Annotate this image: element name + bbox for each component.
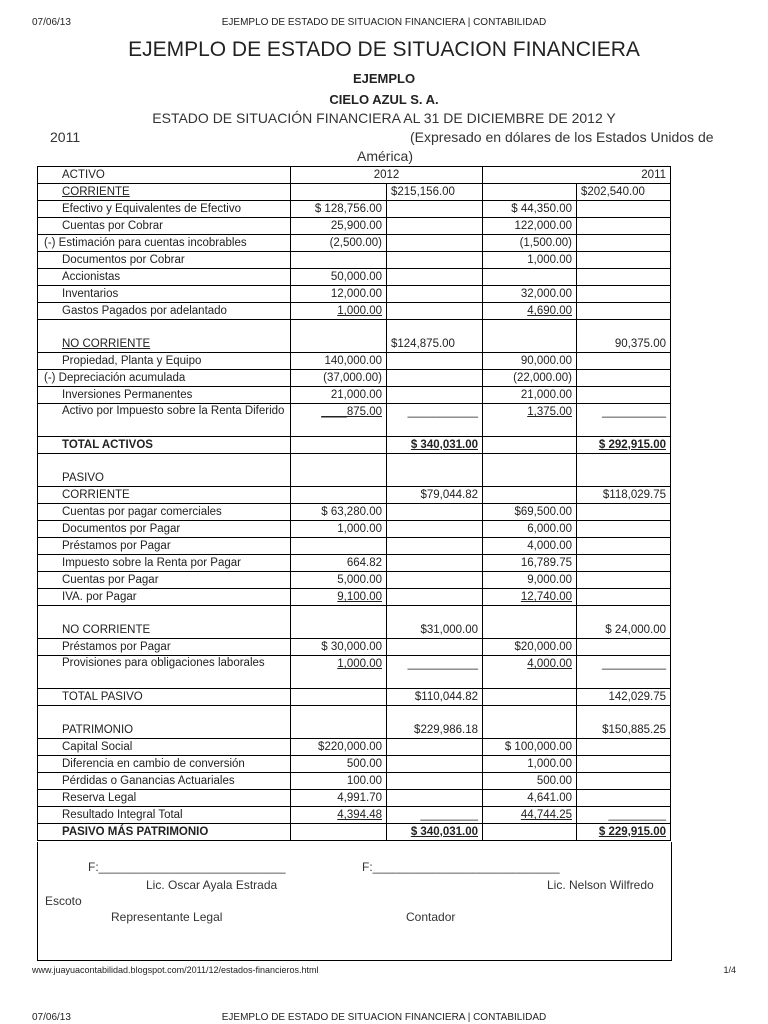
cell [387, 538, 483, 555]
cell [577, 201, 671, 218]
cell: 4,641.00 [483, 790, 577, 807]
cell [483, 320, 577, 353]
cell: 44,744.25 [483, 807, 577, 824]
cell: 12,000.00 [291, 286, 387, 303]
cell [387, 454, 483, 487]
cell [387, 269, 483, 286]
print-header-title: EJEMPLO DE ESTADO DE SITUACION FINANCIERA | CONTABILIDAD [221, 17, 547, 28]
cell [387, 387, 483, 404]
row-label: Cuentas por pagar comerciales [38, 504, 291, 521]
cell: $118,029.75 [577, 487, 671, 504]
page-title: EJEMPLO DE ESTADO DE SITUACION FINANCIERA [128, 38, 640, 61]
cell [483, 824, 577, 841]
currency-note-cont: América) [357, 148, 414, 164]
cell [387, 756, 483, 773]
cell: 9,100.00 [291, 589, 387, 606]
row-label: CORRIENTE [38, 487, 291, 504]
cell: 4,394.48 [291, 807, 387, 824]
cell [387, 218, 483, 235]
row-label: PASIVO MÁS PATRIMONIO [38, 824, 291, 841]
cell [291, 320, 387, 353]
cell: 1,000.00 [291, 303, 387, 320]
cell: 500.00 [291, 756, 387, 773]
cell: 664.82 [291, 555, 387, 572]
cell [577, 286, 671, 303]
footer-page-number: 1/4 [723, 965, 736, 975]
cell [387, 521, 483, 538]
cell [291, 252, 387, 269]
table-row [38, 353, 671, 370]
table-row [38, 572, 671, 589]
cell: __________ [577, 656, 671, 689]
cell: 50,000.00 [291, 269, 387, 286]
row-label: Accionistas [38, 269, 291, 286]
print-date: 07/06/13 [32, 17, 71, 28]
signer-role-1: Representante Legal [111, 910, 223, 924]
table-row [38, 269, 671, 286]
table-row [38, 773, 671, 790]
cell: 25,900.00 [291, 218, 387, 235]
cell [387, 286, 483, 303]
row-label: IVA. por Pagar [38, 589, 291, 606]
cell: $ 128,756.00 [291, 201, 387, 218]
cell [577, 739, 671, 756]
table-row [38, 807, 671, 824]
table-row [38, 639, 671, 656]
cell: $220,000.00 [291, 739, 387, 756]
cell [387, 303, 483, 320]
cell [577, 353, 671, 370]
table-row [38, 606, 671, 639]
cell: $ 100,000.00 [483, 739, 577, 756]
row-label: Reserva Legal [38, 790, 291, 807]
cell: 140,000.00 [291, 353, 387, 370]
cell: 1,000.00 [291, 656, 387, 689]
cell: 1,000.00 [483, 252, 577, 269]
cell: 21,000.00 [291, 387, 387, 404]
cell [387, 201, 483, 218]
cell: 122,000.00 [483, 218, 577, 235]
company-name: CIELO AZUL S. A. [329, 92, 439, 107]
row-label: (-) Estimación para cuentas incobrables [38, 235, 291, 252]
cell: $150,885.25 [577, 706, 671, 739]
table-row [38, 790, 671, 807]
cell: $ 229,915.00 [577, 824, 671, 841]
statement-title: ESTADO DE SITUACIÓN FINANCIERA AL 31 DE DICIEMBRE DE 2012 Y [152, 110, 616, 126]
header-2012: 2012 [291, 167, 483, 184]
row-label: Pérdidas o Ganancias Actuariales [38, 773, 291, 790]
row-label: Diferencia en cambio de conversión [38, 756, 291, 773]
table-row [38, 303, 671, 320]
header-activo: ACTIVO [38, 167, 291, 184]
cell [577, 269, 671, 286]
signer-name-2-cont: Escoto [45, 894, 82, 908]
cell [577, 252, 671, 269]
cell [577, 504, 671, 521]
cell [577, 572, 671, 589]
cell [387, 639, 483, 656]
cell [483, 269, 577, 286]
table-row [38, 252, 671, 269]
cell: $ 340,031.00 [387, 824, 483, 841]
cell [291, 706, 387, 739]
table-row [38, 437, 671, 454]
cell [387, 589, 483, 606]
cell: _________ [577, 807, 671, 824]
row-label: Préstamos por Pagar [38, 639, 291, 656]
cell: $20,000.00 [483, 639, 577, 656]
cell: 12,740.00 [483, 589, 577, 606]
row-label: Resultado Integral Total [38, 807, 291, 824]
cell [577, 521, 671, 538]
cell [483, 689, 577, 706]
cell [387, 252, 483, 269]
cell: 500.00 [483, 773, 577, 790]
row-label: Impuesto sobre la Renta por Pagar [38, 555, 291, 572]
signer-name-1: Lic. Oscar Ayala Estrada [146, 878, 278, 892]
cell: 100.00 [291, 773, 387, 790]
cell: 90,375.00 [577, 320, 671, 353]
header-2011: 2011 [483, 167, 671, 184]
table-row [38, 504, 671, 521]
cell: $ 44,350.00 [483, 201, 577, 218]
row-label: Cuentas por Cobrar [38, 218, 291, 235]
balance-sheet-table [37, 166, 671, 841]
statement-year: 2011 [50, 129, 81, 145]
cell: $69,500.00 [483, 504, 577, 521]
cell [577, 387, 671, 404]
cell: $229,986.18 [387, 706, 483, 739]
table-row [38, 739, 671, 756]
cell [577, 454, 671, 487]
cell: $202,540.00 [577, 184, 671, 201]
cell: $124,875.00 [387, 320, 483, 353]
cell [483, 706, 577, 739]
cell: 1,000.00 [291, 521, 387, 538]
cell [577, 218, 671, 235]
cell [291, 184, 387, 201]
cell: ____875.00 [291, 404, 387, 437]
cell [577, 538, 671, 555]
cell [577, 589, 671, 606]
heading-ejemplo: EJEMPLO [352, 71, 416, 86]
currency-note: (Expresado en dólares de los Estados Unidos de [410, 129, 714, 145]
cell: $79,044.82 [387, 487, 483, 504]
row-label: Propiedad, Planta y Equipo [38, 353, 291, 370]
cell: ___________ [387, 656, 483, 689]
cell: 32,000.00 [483, 286, 577, 303]
row-label: Documentos por Pagar [38, 521, 291, 538]
row-label: TOTAL PASIVO [38, 689, 291, 706]
table-row [38, 387, 671, 404]
cell: 142,029.75 [577, 689, 671, 706]
next-page-date: 07/06/13 [32, 1012, 71, 1023]
table-row [38, 487, 671, 504]
cell: 4,000.00 [483, 656, 577, 689]
cell [577, 555, 671, 572]
row-label: Cuentas por Pagar [38, 572, 291, 589]
row-label: Efectivo y Equivalentes de Efectivo [38, 201, 291, 218]
signature-block [37, 842, 672, 961]
cell: 21,000.00 [483, 387, 577, 404]
row-label: Provisiones para obligaciones laborales [38, 656, 291, 689]
cell: 90,000.00 [483, 353, 577, 370]
table-row [38, 201, 671, 218]
cell [291, 824, 387, 841]
cell [387, 370, 483, 387]
cell [483, 487, 577, 504]
cell [577, 235, 671, 252]
cell: (22,000.00) [483, 370, 577, 387]
cell: $110,044.82 [387, 689, 483, 706]
cell [577, 790, 671, 807]
cell [291, 454, 387, 487]
table-row [38, 824, 671, 841]
table-row [38, 320, 671, 353]
cell: 9,000.00 [483, 572, 577, 589]
cell: $215,156.00 [387, 184, 483, 201]
row-label: PASIVO [38, 454, 291, 487]
cell: $ 63,280.00 [291, 504, 387, 521]
cell: _________ [387, 807, 483, 824]
table-row [38, 404, 671, 437]
signer-role-2: Contador [406, 910, 456, 924]
cell [291, 487, 387, 504]
footer-url: www.juayuacontabilidad.blogspot.com/2011/12/estados-financieros.html [32, 965, 319, 975]
table-row [38, 454, 671, 487]
table-row [38, 555, 671, 572]
row-label: Capital Social [38, 739, 291, 756]
table-row [38, 689, 671, 706]
row-label: Inventarios [38, 286, 291, 303]
cell [387, 504, 483, 521]
cell [577, 639, 671, 656]
cell: $ 340,031.00 [387, 437, 483, 454]
signature-line-2: F:____________________________ [362, 860, 560, 874]
cell [387, 790, 483, 807]
row-label: TOTAL ACTIVOS [38, 437, 291, 454]
cell [291, 538, 387, 555]
cell [483, 437, 577, 454]
cell [483, 184, 577, 201]
cell [387, 353, 483, 370]
cell: 6,000.00 [483, 521, 577, 538]
cell: (37,000.00) [291, 370, 387, 387]
next-page-header-title: EJEMPLO DE ESTADO DE SITUACION FINANCIERA | CONTABILIDAD [221, 1012, 547, 1023]
cell [483, 606, 577, 639]
cell: 4,690.00 [483, 303, 577, 320]
cell: ___________ [387, 404, 483, 437]
table-row [38, 589, 671, 606]
table-row [38, 184, 671, 201]
cell [291, 437, 387, 454]
cell: (2,500.00) [291, 235, 387, 252]
cell: 5,000.00 [291, 572, 387, 589]
row-label: Activo por Impuesto sobre la Renta Diferido [38, 404, 291, 437]
cell: __________ [577, 404, 671, 437]
cell [387, 555, 483, 572]
cell [577, 773, 671, 790]
row-label: Préstamos por Pagar [38, 538, 291, 555]
table-row [38, 521, 671, 538]
table-row [38, 218, 671, 235]
cell [577, 370, 671, 387]
row-label: CORRIENTE [38, 184, 291, 201]
cell: $ 24,000.00 [577, 606, 671, 639]
cell: 1,375.00 [483, 404, 577, 437]
row-label: (-) Depreciación acumulada [38, 370, 291, 387]
cell [577, 303, 671, 320]
table-row [38, 286, 671, 303]
cell [387, 572, 483, 589]
table-row [38, 706, 671, 739]
row-label: Inversiones Permanentes [38, 387, 291, 404]
table-row [38, 538, 671, 555]
table-row [38, 235, 671, 252]
cell: 16,789.75 [483, 555, 577, 572]
row-label: PATRIMONIO [38, 706, 291, 739]
cell [291, 606, 387, 639]
signature-line-1: F:____________________________ [88, 860, 286, 874]
table-row [38, 370, 671, 387]
cell: 4,991.70 [291, 790, 387, 807]
cell: (1,500.00) [483, 235, 577, 252]
row-label: NO CORRIENTE [38, 606, 291, 639]
cell [577, 756, 671, 773]
signer-name-2: Lic. Nelson Wilfredo [547, 878, 654, 892]
cell [387, 235, 483, 252]
table-row [38, 756, 671, 773]
cell [291, 689, 387, 706]
cell: 4,000.00 [483, 538, 577, 555]
cell: $ 30,000.00 [291, 639, 387, 656]
row-label: NO CORRIENTE [38, 320, 291, 353]
row-label: Gastos Pagados por adelantado [38, 303, 291, 320]
cell: 1,000.00 [483, 756, 577, 773]
cell [387, 739, 483, 756]
cell [483, 454, 577, 487]
cell [387, 773, 483, 790]
table-header-row [38, 167, 671, 184]
row-label: Documentos por Cobrar [38, 252, 291, 269]
cell: $ 292,915.00 [577, 437, 671, 454]
table-row [38, 656, 671, 689]
cell: $31,000.00 [387, 606, 483, 639]
